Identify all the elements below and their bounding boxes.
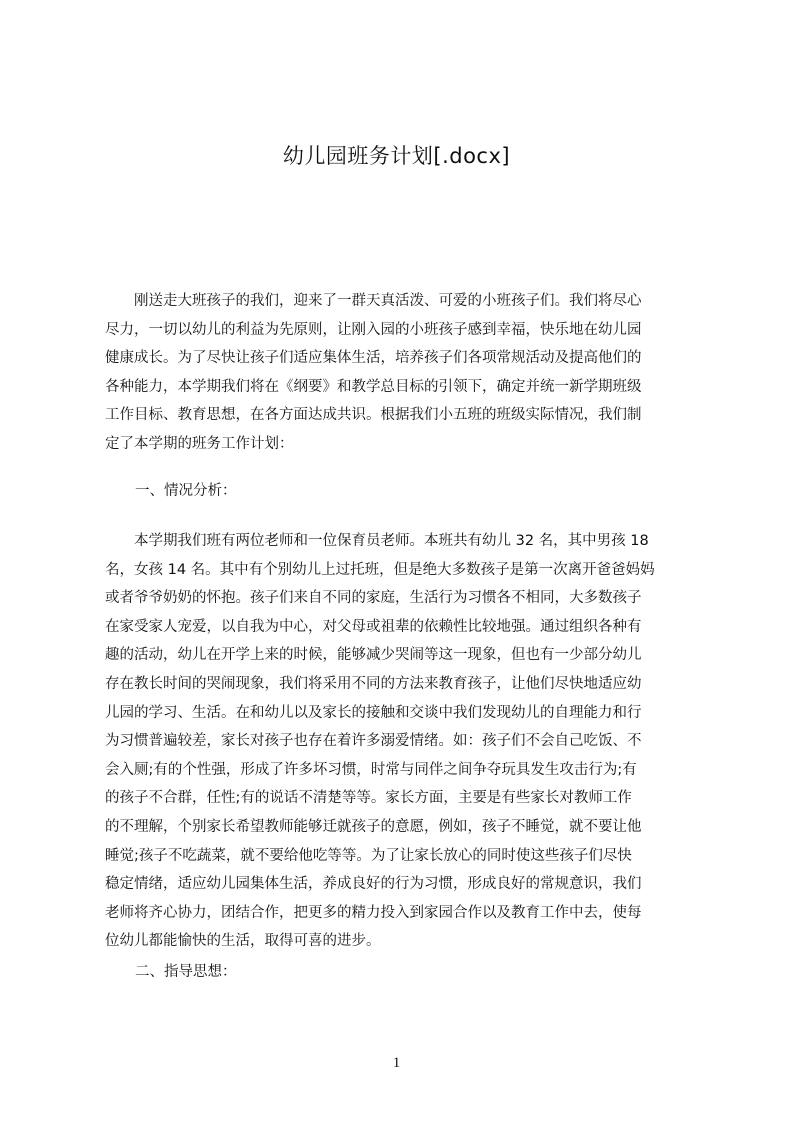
paragraph-line: 的不理解，个别家长希望教师能够迁就孩子的意愿，例如，孩子不睡觉，就不要让他	[105, 818, 642, 835]
paragraph-line: 或者爷爷奶奶的怀抱。孩子们来自不同的家庭，生活行为习惯各不相同，大多数孩子	[105, 590, 642, 607]
paragraph-line: 尽力，一切以幼儿的利益为先原则，让刚入园的小班孩子感到幸福，快乐地在幼儿园	[105, 321, 642, 338]
paragraph-line: 在家受家人宠爱，以自我为中心，对父母或祖辈的依赖性比较地强。通过组织各种有	[105, 618, 642, 635]
section-heading-guiding-ideology: 二、指导思想：	[135, 964, 237, 980]
paragraph-line: 稳定情绪，适应幼儿园集体生活，养成良好的行为习惯，形成良好的常规意识，我们	[105, 876, 642, 893]
paragraph-line: 存在教长时间的哭闹现象，我们将采用不同的方法来教育孩子，让他们尽快地适应幼	[105, 675, 642, 692]
section-heading-situation: 一、情况分析：	[135, 483, 237, 499]
paragraph-line: 为习惯普遍较差，家长对孩子也存在着许多溺爱情绪。如：孩子们不会自己吃饭、不	[105, 733, 642, 750]
paragraph-line: 工作目标、教育思想，在各方面达成共识。根据我们小五班的班级实际情况，我们制	[105, 407, 642, 424]
page-number: 1	[392, 1055, 401, 1071]
paragraph-line: 的孩子不合群，任性;有的说话不清楚等等。家长方面，主要是有些家长对教师工作	[105, 790, 632, 807]
paragraph-line: 各种能力，本学期我们将在《纲要》和教学总目标的引领下，确定并统一新学期班级	[105, 378, 642, 395]
intro-paragraph	[105, 287, 700, 459]
paragraph-line: 睡觉;孩子不吃蔬菜，就不要给他吃等等。为了让家长放心的同时使这些孩子们尽快	[105, 847, 632, 864]
situation-paragraph	[105, 527, 700, 956]
document-title: 幼儿园班务计划[.docx]	[282, 144, 511, 168]
paragraph-line: 本学期我们班有两位老师和一位保育员老师。本班共有幼儿 32 名，其中男孩 18	[105, 533, 649, 549]
paragraph-line: 趣的活动，幼儿在开学上来的时候，能够减少哭闹等这一现象，但也有一少部分幼儿	[105, 647, 642, 664]
paragraph-line: 会入厕;有的个性强，形成了许多坏习惯，时常与同伴之间争夺玩具发生攻击行为;有	[105, 761, 637, 778]
paragraph-line: 健康成长。为了尽快让孩子们适应集体生活，培养孩子们各项常规活动及提高他们的	[105, 350, 642, 367]
paragraph-line: 刚送走大班孩子的我们，迎来了一群天真活泼、可爱的小班孩子们。我们将尽心	[105, 293, 642, 309]
paragraph-line: 儿园的学习、生活。在和幼儿以及家长的接触和交谈中我们发现幼儿的自理能力和行	[105, 704, 642, 721]
paragraph-line: 名，女孩 14 名。其中有个别幼儿上过托班，但是绝大多数孩子是第一次离开爸爸妈妈	[105, 561, 655, 578]
paragraph-line: 定了本学期的班务工作计划：	[105, 435, 294, 452]
paragraph-line: 老师将齐心协力，团结合作，把更多的精力投入到家园合作以及教育工作中去，使每	[105, 904, 642, 921]
paragraph-line: 位幼儿都能愉快的生活，取得可喜的进步。	[105, 933, 381, 950]
